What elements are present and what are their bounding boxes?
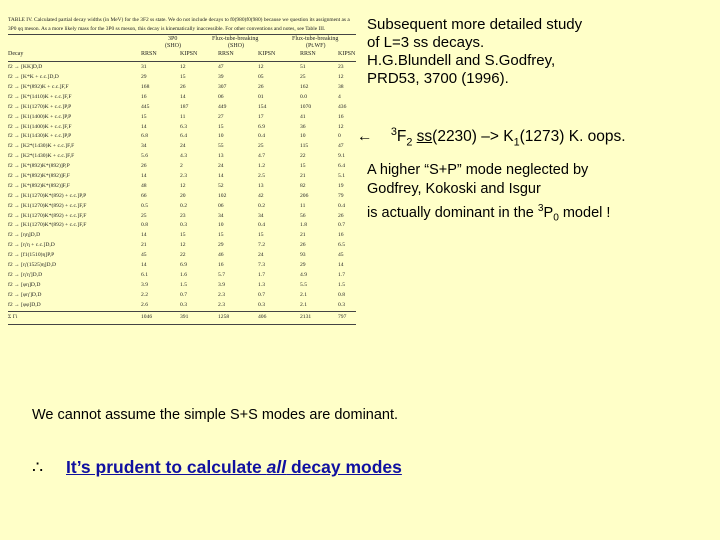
width-cell: 12	[338, 123, 344, 130]
table-header	[8, 36, 356, 60]
width-cell: 9.1	[338, 153, 345, 160]
left-arrow-icon: ←	[357, 128, 373, 146]
width-cell: 16	[141, 93, 147, 100]
width-cell: 1.2	[258, 163, 265, 170]
table-row	[8, 221, 356, 231]
width-cell: 34	[258, 212, 264, 219]
width-cell: 06	[218, 202, 224, 209]
table-total-row	[8, 313, 356, 323]
width-cell: 0.7	[258, 291, 265, 298]
width-cell: 6.9	[180, 262, 187, 268]
table-body	[8, 63, 356, 310]
width-cell: 15	[218, 123, 224, 130]
table-row	[8, 231, 356, 241]
width-cell: 0	[338, 133, 341, 140]
width-cell: 0.8	[141, 222, 148, 229]
width-cell: 13	[218, 153, 224, 160]
width-cell: 21	[300, 172, 306, 179]
width-cell: 24	[258, 252, 264, 259]
width-cell: 1.5	[338, 281, 345, 288]
width-cell: 1.7	[338, 271, 345, 278]
study-line: of L=3 ss decays.	[367, 34, 485, 51]
table-row	[8, 212, 356, 222]
higher-l3b: model !	[558, 204, 611, 221]
width-cell: 47	[218, 64, 224, 71]
col-decay: Decay	[8, 51, 24, 58]
col-sub-4: KIPSN	[258, 51, 276, 58]
table-row	[8, 162, 356, 172]
width-cell: 06	[218, 93, 224, 100]
arrow-sub-1: 1	[513, 136, 520, 149]
width-cell: 6.9	[258, 123, 265, 130]
width-cell: 26	[180, 83, 186, 90]
width-cell: 29	[141, 74, 147, 81]
width-cell: 2.1	[300, 301, 307, 308]
width-cell: 66	[141, 192, 147, 199]
width-cell: 26	[300, 242, 306, 249]
width-cell: 21	[141, 242, 147, 249]
table-row	[8, 83, 356, 93]
width-cell: 39	[218, 74, 224, 81]
width-cell: 51	[300, 64, 306, 71]
col-sub-6: KIPSN	[338, 51, 356, 58]
width-cell: 14	[141, 123, 147, 130]
width-cell: 27	[218, 113, 224, 120]
width-cell: 0.8	[338, 291, 345, 298]
width-cell: 0.3	[338, 301, 345, 308]
higher-line: A higher “S+P” mode neglected by	[367, 162, 589, 178]
width-cell: 47	[338, 143, 344, 150]
prudent-line	[32, 458, 402, 476]
width-cell: 14	[141, 172, 147, 179]
width-cell: 102	[218, 192, 227, 199]
width-cell: 16	[338, 232, 344, 239]
width-cell: 15	[300, 163, 306, 170]
width-cell: 3.9	[218, 281, 225, 288]
table-row	[8, 251, 356, 261]
table-rule	[8, 311, 356, 312]
width-cell: 0.2	[180, 202, 187, 209]
width-cell: 46	[218, 252, 224, 259]
width-cell: 1070	[300, 103, 312, 110]
width-cell: 2.5	[258, 172, 265, 179]
width-cell: 14	[141, 232, 147, 239]
width-cell: 3.9	[141, 281, 148, 288]
table-rule	[8, 61, 356, 62]
width-cell: 12	[258, 64, 264, 71]
width-cell: 187	[180, 103, 189, 110]
decay-channel: f2 → [K1(1400)K + c.c.]F,F	[8, 123, 72, 130]
decay-channel: f2 → [K*(1410)K + c.c.]F,F	[8, 93, 72, 100]
width-cell: 10	[218, 222, 224, 229]
table-row	[8, 281, 356, 291]
width-cell: 5.7	[218, 271, 225, 278]
decay-channel: f2 → [f1(1510)η]P,P	[8, 252, 55, 259]
arrow-sup: 3	[390, 126, 397, 138]
higher-line: Godfrey, Kokoski and Isgur	[367, 181, 541, 197]
decay-width-table	[8, 16, 356, 360]
total-cell: 797	[338, 314, 347, 321]
higher-line-3	[367, 199, 712, 228]
width-cell: 15	[218, 232, 224, 239]
decay-channel: f2 → [KK]D,D	[8, 64, 43, 71]
width-cell: 41	[300, 113, 306, 120]
table-row	[8, 271, 356, 281]
width-cell: 0.4	[258, 133, 265, 140]
decay-channel: f2 → [η'η + c.c.]D,D	[8, 242, 55, 249]
width-cell: 0.5	[141, 202, 148, 209]
width-cell: 1.8	[300, 222, 307, 229]
table-rule	[8, 324, 356, 325]
width-cell: 4	[338, 93, 341, 100]
width-cell: 31	[141, 64, 147, 71]
width-cell: 449	[218, 103, 227, 110]
width-cell: 11	[300, 202, 306, 209]
width-cell: 115	[300, 143, 309, 150]
total-cell: 406	[258, 314, 267, 321]
width-cell: 38	[338, 83, 344, 90]
therefore-icon: ∴	[32, 457, 44, 477]
study-note	[367, 16, 707, 88]
width-cell: 14	[338, 262, 344, 268]
table-row	[8, 182, 356, 192]
width-cell: 168	[141, 83, 150, 90]
width-cell: 1.7	[258, 271, 265, 278]
table-row	[8, 261, 356, 271]
prudent-all: all	[266, 457, 287, 477]
width-cell: 6.5	[338, 242, 345, 249]
higher-sub: 0	[553, 212, 559, 224]
width-cell: 25	[258, 143, 264, 150]
arrow-end: (1273) K. oops.	[519, 128, 626, 146]
study-line: PRD53, 3700 (1996).	[367, 70, 509, 87]
width-cell: 0.3	[258, 301, 265, 308]
width-cell: 1.3	[258, 281, 265, 288]
width-cell: 2.6	[141, 301, 148, 308]
width-cell: 307	[218, 83, 227, 90]
width-cell: 5.1	[338, 172, 345, 179]
width-cell: 0.7	[180, 291, 187, 298]
width-cell: 4.7	[258, 153, 265, 160]
table-row	[8, 132, 356, 142]
width-cell: 0.7	[338, 222, 345, 229]
decay-channel: f2 → [φη]D,D	[8, 281, 41, 288]
width-cell: 1.6	[180, 271, 187, 278]
table-row	[8, 291, 356, 301]
width-cell: 23	[338, 64, 344, 71]
width-cell: 1.5	[180, 281, 187, 288]
width-cell: 15	[180, 74, 186, 81]
width-cell: 93	[300, 252, 306, 259]
decay-channel: f2 → [K1(1270)K*(892) + c.c.]F,F	[8, 222, 87, 229]
table-row	[8, 123, 356, 133]
table-rule	[8, 34, 356, 35]
col-group-flux-pt: Flux-tube-breaking	[292, 36, 339, 43]
decay-channel: f2 → [η'(1525)η]D,D	[8, 262, 57, 268]
col-sub-3: RRSN	[218, 51, 234, 58]
table-row	[8, 202, 356, 212]
width-cell: 24	[180, 143, 186, 150]
width-cell: 0.2	[258, 202, 265, 209]
width-cell: 12	[338, 74, 344, 81]
width-cell: 23	[180, 212, 186, 219]
width-cell: 10	[218, 133, 224, 140]
col-group-sub-3: (Pt.WF)	[306, 43, 326, 50]
decay-channel: f2 → [K1(1430)K + c.c.]P,P	[8, 133, 72, 140]
decay-channel: f2 → [K*(892)K*(892)]F,F	[8, 172, 70, 179]
table-row	[8, 113, 356, 123]
width-cell: 15	[180, 232, 186, 239]
width-cell: 14	[180, 93, 186, 100]
total-label: Σ Γi	[8, 314, 18, 321]
decay-channel: f2 → [η'η']D,D	[8, 271, 43, 278]
width-cell: 4.3	[180, 153, 187, 160]
cannot-assume-text: We cannot assume the simple S+S modes are dominant.	[32, 407, 399, 423]
total-cell: 1258	[218, 314, 230, 321]
width-cell: 0.0	[300, 93, 307, 100]
width-cell: 25	[141, 212, 147, 219]
width-cell: 82	[300, 182, 306, 189]
width-cell: 4.9	[300, 271, 307, 278]
width-cell: 6.3	[180, 123, 187, 130]
width-cell: 34	[141, 143, 147, 150]
width-cell: 162	[300, 83, 309, 90]
width-cell: 29	[300, 262, 306, 268]
col-sub-1: RRSN	[141, 51, 157, 58]
width-cell: 12	[180, 242, 186, 249]
width-cell: 2.3	[180, 172, 187, 179]
width-cell: 79	[338, 192, 344, 199]
width-cell: 55	[218, 143, 224, 150]
width-cell: 16	[338, 113, 344, 120]
decay-channel: f2 → [K*(892)K*(892)]F,F	[8, 182, 70, 189]
col-sub-5: RRSN	[300, 51, 316, 58]
decay-channel: f2 → [K*(892)K + c.c.]F,F	[8, 83, 69, 90]
decay-channel: f2 → [K2*(1430)K + c.c.]F,F	[8, 153, 75, 160]
decay-channel: f2 → [K1(1270)K*(892) + c.c.]F,F	[8, 212, 87, 219]
decay-channel: f2 → [φη']D,D	[8, 291, 42, 298]
table-row	[8, 241, 356, 251]
decay-channel: f2 → [K*K + c.c.]D,D	[8, 74, 59, 81]
width-cell: 0.4	[258, 222, 265, 229]
higher-sup: 3	[537, 203, 544, 214]
table-row	[8, 301, 356, 311]
decay-channel: f2 → [K*(892)K*(892)]P,P	[8, 163, 70, 170]
width-cell: 25	[300, 74, 306, 81]
width-cell: 6.4	[180, 133, 187, 140]
total-cell: 391	[180, 314, 189, 321]
width-cell: 26	[258, 83, 264, 90]
width-cell: 2	[180, 163, 183, 170]
width-cell: 42	[258, 192, 264, 199]
width-cell: 12	[180, 182, 186, 189]
table-caption: TABLE IV. Calculated partial decay widths (in MeV) for the 3F2 ss state. We do not include decays to f0(980)f0(980) because we question its assignment as a 3P0 qq meson. As a more likely mass for the 3P0 ss meson, this decay is kinematically inaccessible. For other conventions and notes, see Table III.	[8, 17, 350, 32]
width-cell: 6.8	[141, 133, 148, 140]
width-cell: 15	[141, 113, 147, 120]
table-row	[8, 152, 356, 162]
width-cell: 29	[218, 242, 224, 249]
width-cell: 6.1	[141, 271, 148, 278]
table-row	[8, 192, 356, 202]
width-cell: 24	[218, 163, 224, 170]
width-cell: 2.3	[218, 301, 225, 308]
width-cell: 436	[338, 103, 347, 110]
width-cell: 17	[258, 113, 264, 120]
arrow-mid: (2230) –> K	[432, 128, 514, 146]
arrow-F: F	[396, 128, 407, 146]
width-cell: 05	[258, 74, 264, 81]
width-cell: 2.1	[300, 291, 307, 298]
study-line: Subsequent more detailed study	[367, 16, 583, 33]
width-cell: 5.5	[300, 281, 307, 288]
width-cell: 26	[141, 163, 147, 170]
width-cell: 0.4	[338, 202, 345, 209]
study-line: H.G.Blundell and S.Godfrey,	[367, 52, 556, 69]
total-cell: 2131	[300, 314, 312, 321]
prudent-c: decay modes	[286, 457, 402, 477]
width-cell: 445	[141, 103, 150, 110]
col-group-sub-2: (SHO)	[228, 43, 244, 50]
col-group-flux-sho: Flux-tube-breaking	[212, 36, 259, 43]
decay-arrow-line	[357, 123, 626, 151]
width-cell: 2.2	[141, 291, 148, 298]
decay-channel: f2 → [K2*(1430)K + c.c.]F,F	[8, 143, 75, 150]
table-row	[8, 172, 356, 182]
higher-l3a: is actually dominant in the	[367, 204, 538, 221]
width-cell: 01	[258, 93, 264, 100]
width-cell: 11	[180, 113, 186, 120]
table-row	[8, 103, 356, 113]
table-row	[8, 142, 356, 152]
width-cell: 5.6	[141, 153, 148, 160]
width-cell: 45	[141, 252, 147, 259]
decay-channel: f2 → [ηη]D,D	[8, 232, 41, 239]
col-group-3p0: 3P0	[168, 36, 178, 43]
width-cell: 0.3	[180, 301, 187, 308]
width-cell: 45	[338, 252, 344, 259]
decay-channel: f2 → [φφ]D,D	[8, 301, 41, 308]
higher-P: P	[543, 204, 554, 221]
width-cell: 206	[300, 192, 309, 199]
width-cell: 52	[218, 182, 224, 189]
width-cell: 7.2	[258, 242, 265, 249]
width-cell: 16	[218, 262, 224, 268]
col-sub-2: KIPSN	[180, 51, 198, 58]
width-cell: 56	[300, 212, 306, 219]
table-row	[8, 73, 356, 83]
width-cell: 6.4	[338, 163, 345, 170]
width-cell: 20	[180, 192, 186, 199]
decay-channel: f2 → [K1(1400)K + c.c.]P,P	[8, 113, 72, 120]
width-cell: 36	[300, 123, 306, 130]
width-cell: 10	[300, 133, 306, 140]
width-cell: 15	[258, 232, 264, 239]
width-cell: 2.3	[218, 291, 225, 298]
width-cell: 7.3	[258, 262, 265, 268]
table-row	[8, 93, 356, 103]
width-cell: 0.3	[180, 222, 187, 229]
width-cell: 154	[258, 103, 267, 110]
prudent-a: It’s prudent to calculate	[66, 457, 267, 477]
width-cell: 48	[141, 182, 147, 189]
width-cell: 22	[300, 153, 306, 160]
arrow-sub: 2	[406, 136, 413, 149]
decay-channel: f2 → [K1(1270)K*(892) + c.c.]P,P	[8, 192, 87, 199]
width-cell: 14	[218, 172, 224, 179]
width-cell: 22	[180, 252, 186, 259]
decay-channel: f2 → [K1(1270)K*(892) + c.c.]F,F	[8, 202, 87, 209]
width-cell: 34	[218, 212, 224, 219]
col-group-sub-1: (SHO)	[165, 43, 181, 50]
width-cell: 13	[258, 182, 264, 189]
arrow-ss: ss	[416, 128, 433, 146]
width-cell: 19	[338, 182, 344, 189]
decay-channel: f2 → [K1(1270)K + c.c.]P,P	[8, 103, 72, 110]
table-row	[8, 63, 356, 73]
total-cell: 1046	[141, 314, 153, 321]
width-cell: 21	[300, 232, 306, 239]
width-cell: 14	[141, 262, 147, 268]
width-cell: 26	[338, 212, 344, 219]
width-cell: 12	[180, 64, 186, 71]
higher-mode-note	[367, 161, 712, 228]
